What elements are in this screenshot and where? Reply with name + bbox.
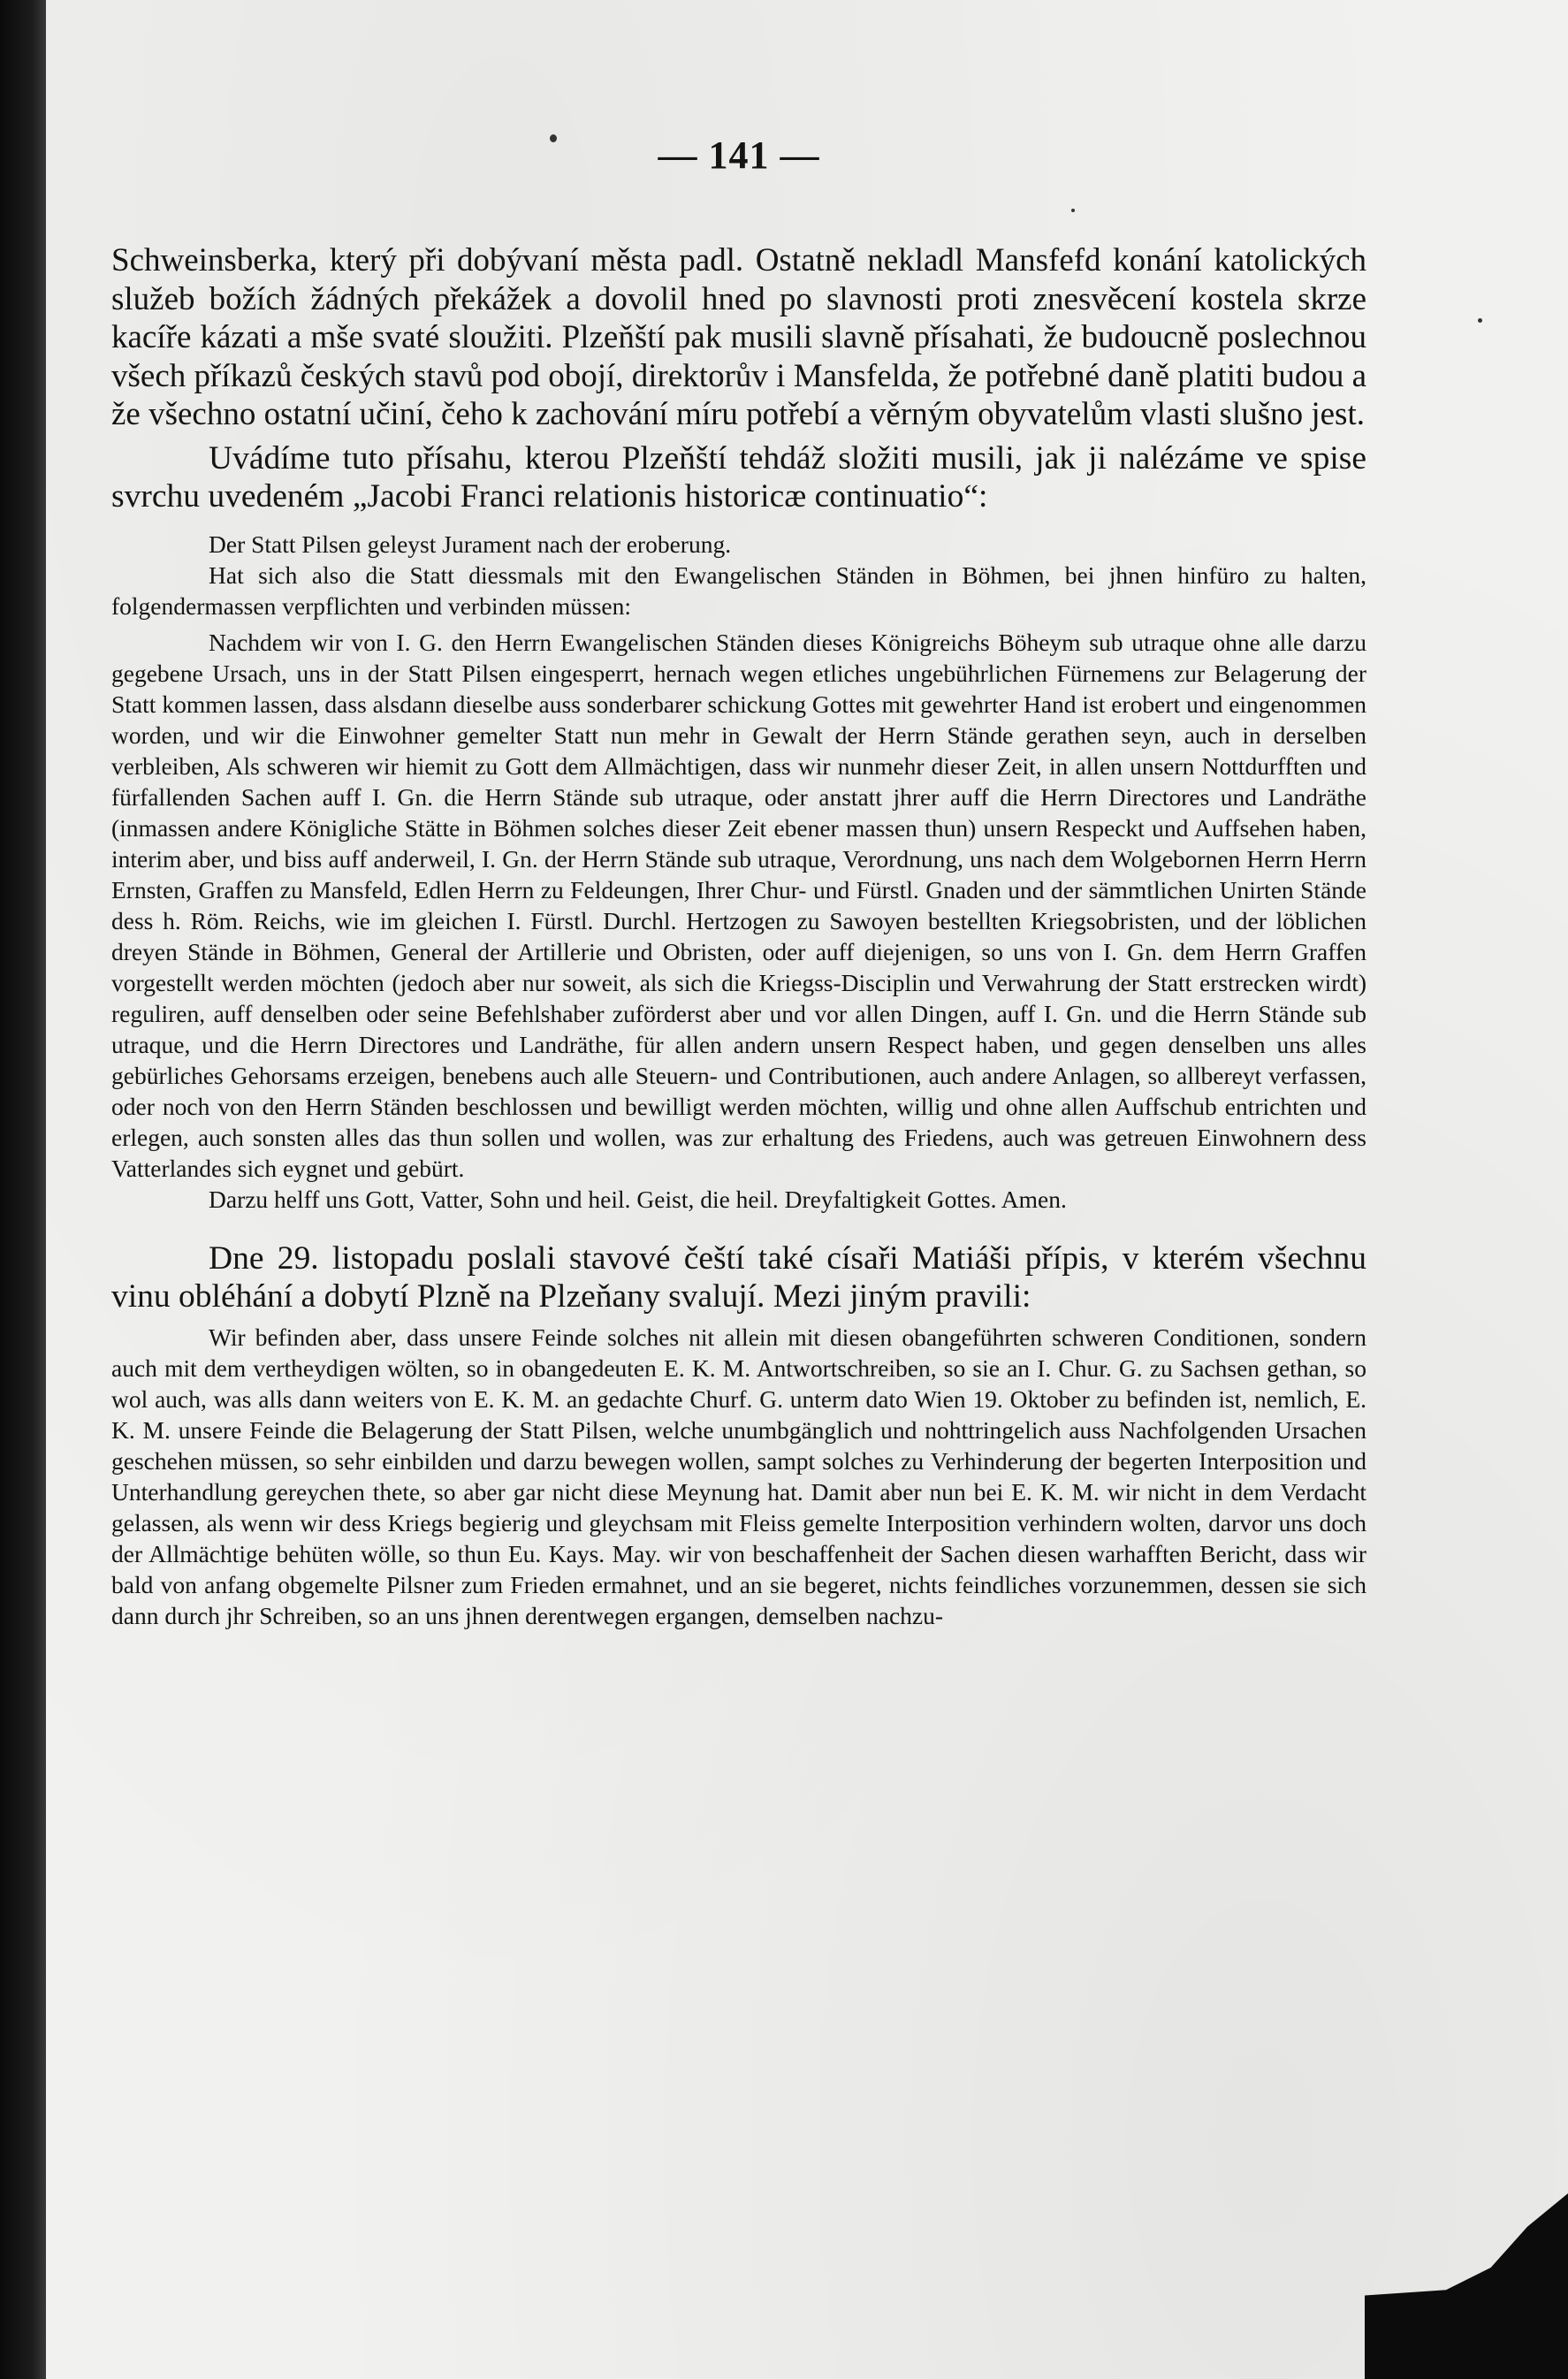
quote-oath-closing: Darzu helff uns Gott, Vatter, Sohn und heil. Geist, die heil. Dreyfaltigkeit Gottes. Amen. — [209, 1185, 1067, 1213]
paragraph-czech-1: Schweinsberka, který při dobývaní města padl. Ostatně nekladl Mansfefd konání katolických služeb božích žádných překážek a dovolil hned po slavnosti proti znesvěcení kostela skrze kacíře kázati a mše svaté sloužiti. Plzeňští pak musili slavně přísahati, že budoucně poslechnou všech příkazů českých stavů pod obojí, direktorův i Mansfelda, že potřebné daně platiti budou a že všechno ostatní učiní, čeho k zachování míru potřebí a věrným obyvatelům vlasti slušno jest. — [111, 242, 1366, 432]
ink-speck — [1478, 318, 1482, 323]
page-number: — 141 — — [658, 133, 820, 177]
paragraph-czech-2: Uvádíme tuto přísahu, kterou Plzeňští tehdáž složiti musili, jak ji nalézáme ve spise svrchu uvedeném „Jacobi Franci relationis historicæ continuatio“: — [111, 439, 1366, 515]
paragraph-czech-3: Dne 29. listopadu poslali stavové čeští také císaři Matiáši přípis, v kterém všechnu vinu obléhání a dobytí Plzně na Plzeňany svalují. Mezi jiným pravili: — [111, 1239, 1366, 1315]
quote-intro: Hat sich also die Statt diessmals mit den Ewangelischen Ständen in Böhmen, bei jhnen hinfüro zu halten, folgendermassen verpflichten und verbinden müssen: — [111, 560, 1366, 620]
quote-heading: Der Statt Pilsen geleyst Jurament nach der eroberung. — [209, 530, 732, 558]
page-content — [111, 133, 1366, 1631]
quote-letter: Wir befinden aber, dass unsere Feinde solches nit allein mit diesen obangeführten schweren Conditionen, sondern auch mit dem vertheydigen wölten, so in obangedeuten E. K. M. Antwortschreiben, so sie an I. Chur. G. zu Sachsen gethan, so wol auch, was alls dann weiters von E. K. M. an gedachte Churf. G. unterm dato Wien 19. Oktober zu befinden ist, nemlich, E. K. M. unsere Feinde die Belagerung der Statt Pilsen, welche unumbgänglich und nohttringelich auss Nachfolgenden Ursachen geschehen müssen, so sehr einbilden und darzu bewegen wollen, sampt solches zu Verhinderung der begerten Interposition und Unterhandlung gereychen thete, so aber gar nicht diese Meynung hat. Damit aber nun bei E. K. M. wir nicht in dem Verdacht gelassen, als wenn wir dess Kriegs begierig und gleychsam mit Fleiss gemelte Interposition verhindern wolten, darvor uns doch der Allmächtige behüten wölle, so thun Eu. Kays. May. wir von beschaffenheit der Sachen diesen warhafften Bericht, dass wir bald von anfang obgemelte Pilsner zum Frieden ermahnet, und an sie begeret, nichts feindliches vorzunemmen, dessen sie sich dann durch jhr Schreiben, so an uns jhnen derentwegen ergangen, demselben nachzu- — [111, 1323, 1366, 1629]
quote-oath-body: Nachdem wir von I. G. den Herrn Ewangelischen Ständen dieses Königreichs Böheym sub utraque ohne alle darzu gegebene Ursach, uns in der Statt Pilsen eingesperrt, hernach wegen etliches ungebührlichen Fürnemens zur Belagerung der Statt kommen lassen, dass alsdann dieselbe auss sonderbarer schickung Gottes mit gewehrter Hand ist erobert und eingenommen worden, und wir die Einwohner gemelter Statt nun mehr in Gewalt der Herrn Stände gerathen seyn, auch in derselben verbleiben, Als schweren wir hiemit zu Gott dem Allmächtigen, dass wir nunmehr dieser Zeit, in allen unsern Nottdurfften und fürfallenden Sachen auff I. Gn. die Herrn Stände sub utraque, oder anstatt jhrer auff die Herrn Directores und Landräthe (inmassen andere Königliche Stätte in Böhmen solches dieser Zeit ebener massen thun) unsern Respeckt und Auffsehen haben, interim aber, und biss auff anderweil, I. Gn. der Herrn Stände sub utraque, Verordnung, uns nach dem Wolgebornen Herrn Herrn Ernsten, Graffen zu Mansfeld, Edlen Herrn zu Feldeungen, Ihrer Chur- und Fürstl. Gnaden und der sämmtlichen Unirten Stände dess h. Röm. Reichs, wie im gleichen I. Fürstl. Durchl. Hertzogen zu Sawoyen bestellten Kriegsobristen, und der löblichen dreyen Stände in Böhmen, General der Artillerie und Obristen, oder auff diejenigen, so uns von I. Gn. dem Herrn Graffen vorgestellt werden möchten (jedoch aber nur soweit, als sich die Kriegss-Disciplin und Verwahrung der Statt erstrecken wirdt) reguliren, auff denselben oder seine Befehlshaber zuförderst aber und vor allen Dingen, auff I. Gn. und die Herrn Stände sub utraque, und die Herrn Directores und Landräthe, für allen andern unsern Respect haben, und gegen denselben uns alles gebürliches Gehorsams erzeigen, benebens auch alle Steuern- und Contributionen, auch andere Anlagen, so allbereyt verfassen, oder noch von den Herrn Ständen beschlossen und bewilligt werden möchten, willig und ohne allen Auffschub entrichten und erlegen, auch sonsten alles das thun sollen und wollen, was zur erhaltung des Friedens, auch was getreuen Einwohnern dess Vatterlandes sich eygnet und gebürt. — [111, 628, 1366, 1182]
scan-left-edge — [0, 0, 46, 2379]
